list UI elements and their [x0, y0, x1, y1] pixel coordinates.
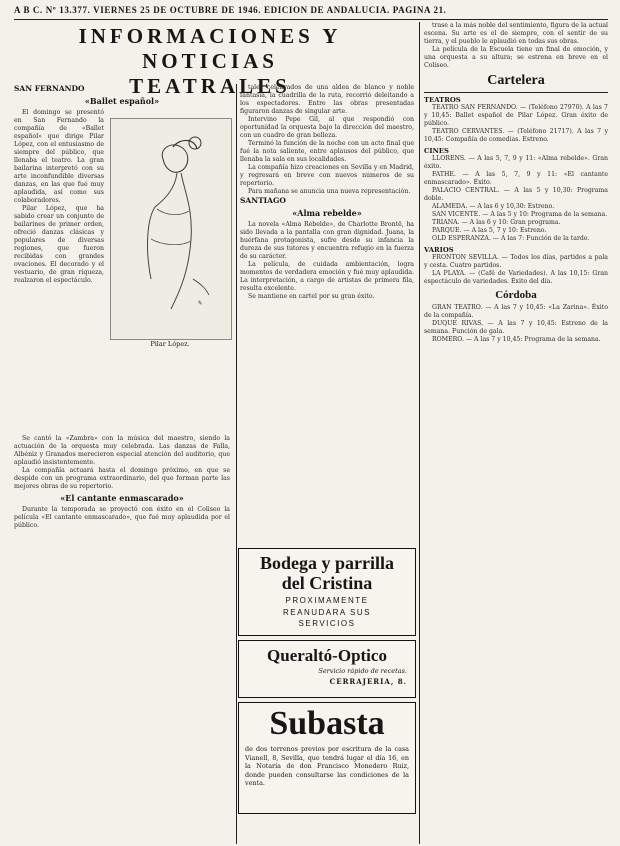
- subhead-alma-rebelde: «Alma rebelde»: [292, 208, 362, 218]
- article-paragraph: La novela «Alma Rebelde», de Charlotte Brontë, ha sido llevada a la pantalla con gran dignidad. Juana, la huérfana protagonista, sufre desde su infancia la dureza de sus tutores y encuentra refugio en la fuerza de su carácter.: [240, 221, 414, 260]
- listing-item: GRAN TEATRO. — A las 7 y 10,45: «La Zarina». Éxito de la compañía.: [424, 303, 608, 319]
- article-paragraph: La película, de cuidada ambientación, logra momentos de verdadera emoción y fué muy aplaudida. La interpretación, a cargo de artistas de primera fila, resulta excelente.: [240, 261, 414, 292]
- kicker-san-fernando: SAN FERNANDO: [14, 84, 85, 93]
- listing-item: SAN VICENTE. — A las 5 y 10: Programa de la semana.: [432, 210, 608, 218]
- dancer-sketch-icon: [111, 119, 231, 339]
- article-paragraph: La compañía hizo creaciones en Sevilla y en Madrid, y regresará en breve con nuevos números de su repertorio.: [240, 164, 414, 187]
- article-paragraph: tales celebrados de una aldea de blanco y noble fantasía, la cuadrilla de la ruta, recorrió deleitando a los espectadores. Entre las obras presentadas figuraron danzas de singular arte.: [240, 84, 414, 115]
- article-paragraph: El domingo se presentó en San Fernando la compañía de «Ballet español» que dirige Pilar López, con el entusiasmo de siempre del público, que llenaba el teatro. La gran bailarina interpretó con su arte inconfundible diversas danzas, en las que fué muy aplaudida, así como sus colaboradores.: [14, 109, 104, 204]
- article-paragraph: Terminó la función de la noche con un acto final que fué la nota saliente, entre aplausos del público, que llenaba la sala en sus localidades.: [240, 140, 414, 163]
- listing-item: TRIANA. — A las 6 y 10: Gran programa.: [432, 218, 561, 226]
- ad-optico: [238, 640, 416, 698]
- listing-item: ALAMEDA. — A las 6 y 10,30: Estreno.: [432, 202, 555, 210]
- ad-bodega-line3: PROXIMAMENTE: [285, 596, 369, 605]
- listing-item: DUQUE RIVAS. — A las 7 y 10,45: Estreno de la semana. Función de gala.: [424, 319, 608, 335]
- column-divider-2: [419, 22, 420, 844]
- cartelera-rule: [424, 92, 608, 93]
- listing-item: PALACIO CENTRAL. — A las 5 y 10,30: Programa doble.: [424, 186, 608, 202]
- col1-narrow-text: [14, 109, 104, 285]
- article-paragraph: Intervino Pepe Gil, al que respondió con oportunidad la orquesta bajo la dirección del maestro, con un cuadro de gran belleza.: [240, 116, 414, 139]
- ad-optico-title: Queraltó-Optico: [267, 646, 387, 665]
- ad-optico-street: CERRAJERIA, 8.: [329, 677, 407, 686]
- article-paragraph: Se mantiene en cartel por su gran éxito.: [248, 293, 375, 300]
- ad-subasta-title: Subasta: [269, 705, 385, 742]
- portrait-caption: Pilar López.: [150, 340, 190, 348]
- subhead-ballet: «Ballet español»: [84, 96, 160, 106]
- article-paragraph: La película de la Escuela tiene un final de emoción, y una orquesta a su altura; se estrena en breve en el Coliseo.: [424, 46, 608, 69]
- article-paragraph: Se cantó la «Zambra» con la música del maestro, siendo la actuación de la orquesta muy celebrada. Las danzas de Falla, Albéniz y Granados merecieron especial atención del auditorio, que aplaudió insistentemente.: [14, 435, 230, 466]
- subhead-cantante: «El cantante enmascarado»: [60, 493, 184, 503]
- listing-item: ROMERO. — A las 7 y 10,45: Programa de la semana.: [432, 335, 601, 343]
- title-line-2: TEATRALES: [129, 74, 291, 98]
- ad-bodega-line1: Bodega y parrilla: [260, 553, 394, 573]
- page-header: A B C. Nº 13.377. VIERNES 25 DE OCTUBRE DE 1946. EDICION DE ANDALUCIA. PAGINA 21.: [14, 5, 447, 15]
- listing-item: LA PLAYA. — (Café de Variedades). A las 10,15: Gran espectáculo de variedades. Éxito del día.: [424, 269, 608, 285]
- listing-item: PARQUE. — A las 5, 7 y 10: Estreno.: [432, 226, 547, 234]
- cartelera-title: Cartelera: [487, 73, 545, 88]
- cordoba-title: Córdoba: [495, 288, 537, 301]
- article-paragraph: Pilar López, que ha sabido crear un conjunto de bailarines de primer orden, ofreció danzas clásicas y populares de diversas regiones, que fueron recibidas con grandes ovaciones. El decorado y el vestuario, de gran riqueza, realzaron el espectáculo.: [14, 205, 104, 284]
- article-paragraph: La compañía actuará hasta el domingo próximo, en que se despide con un programa extraordinario, del que forman parte las mejores obras de su repertorio.: [14, 467, 230, 490]
- cartelera-cines: CINES: [424, 146, 449, 155]
- listing-item: TEATRO SAN FERNANDO. — (Teléfono 27970). A las 7 y 10,45: Ballet español de Pilar López. Gran éxito de público.: [424, 103, 608, 127]
- column-divider-1: [236, 84, 237, 844]
- ad-bodega-line4: REANUDARA SUS: [283, 608, 371, 617]
- listing-item: FRONTON SEVILLA. — Todos los días, partidos a pala y cesta. Cuatro partidos.: [424, 253, 608, 269]
- header-rule: [14, 19, 608, 20]
- ad-bodega-line2: del Cristina: [281, 573, 373, 593]
- listing-item: TEATRO CERVANTES. — (Teléfono 21717). A las 7 y 10,45: Compañía de comedias. Estreno.: [424, 127, 608, 143]
- svg-text:✎: ✎: [197, 300, 203, 307]
- listing-item: LLORENS. — A las 5, 7, 9 y 11: «Alma rebelde». Gran éxito.: [424, 154, 608, 170]
- kicker-santiago: SANTIAGO: [240, 196, 286, 205]
- ad-bodega-line5: SERVICIOS: [298, 619, 356, 628]
- cartelera-teatros: TEATROS: [424, 95, 461, 104]
- ad-subasta-text: de dos terrenos previos por escritura de la casa Vianell, 8, Sevilla, que tendrá lugar el día 16, en la Notaría de don Francisco Monedero Ruiz, donde pueden consultarse las condiciones de la venta.: [245, 745, 409, 787]
- cartelera-varios: VARIOS: [424, 245, 454, 254]
- ad-optico-sub: Servicio rápido de recetas.: [318, 667, 407, 675]
- column-2: [240, 84, 414, 342]
- column-3: [424, 22, 608, 844]
- title-line-1: INFORMACIONES Y NOTICIAS: [78, 24, 342, 73]
- article-paragraph: Durante la temporada se proyectó con éxito en el Coliseo la película «El cantante enmascarado», que fué muy aplaudida por el público.: [14, 506, 230, 529]
- listing-item: OLD ESPERANZA. — A las 7: Función de la tarde.: [432, 234, 590, 242]
- article-paragraph: trase a la más noble del sentimiento, figura de la actual escena. Su arte es el de siempre, con el sentir de su tierra, y el pueblo le aplaudió en todas sus obras.: [424, 22, 608, 45]
- ad-subasta: [238, 702, 416, 814]
- portrait-drawing: [110, 118, 232, 340]
- listing-item: FATHE. — A las 5, 7, 9 y 11: «El cantante enmascarado». Éxito.: [424, 170, 608, 186]
- article-paragraph: Para mañana se anuncia una nueva representación.: [248, 188, 411, 195]
- ad-bodega: [238, 548, 416, 636]
